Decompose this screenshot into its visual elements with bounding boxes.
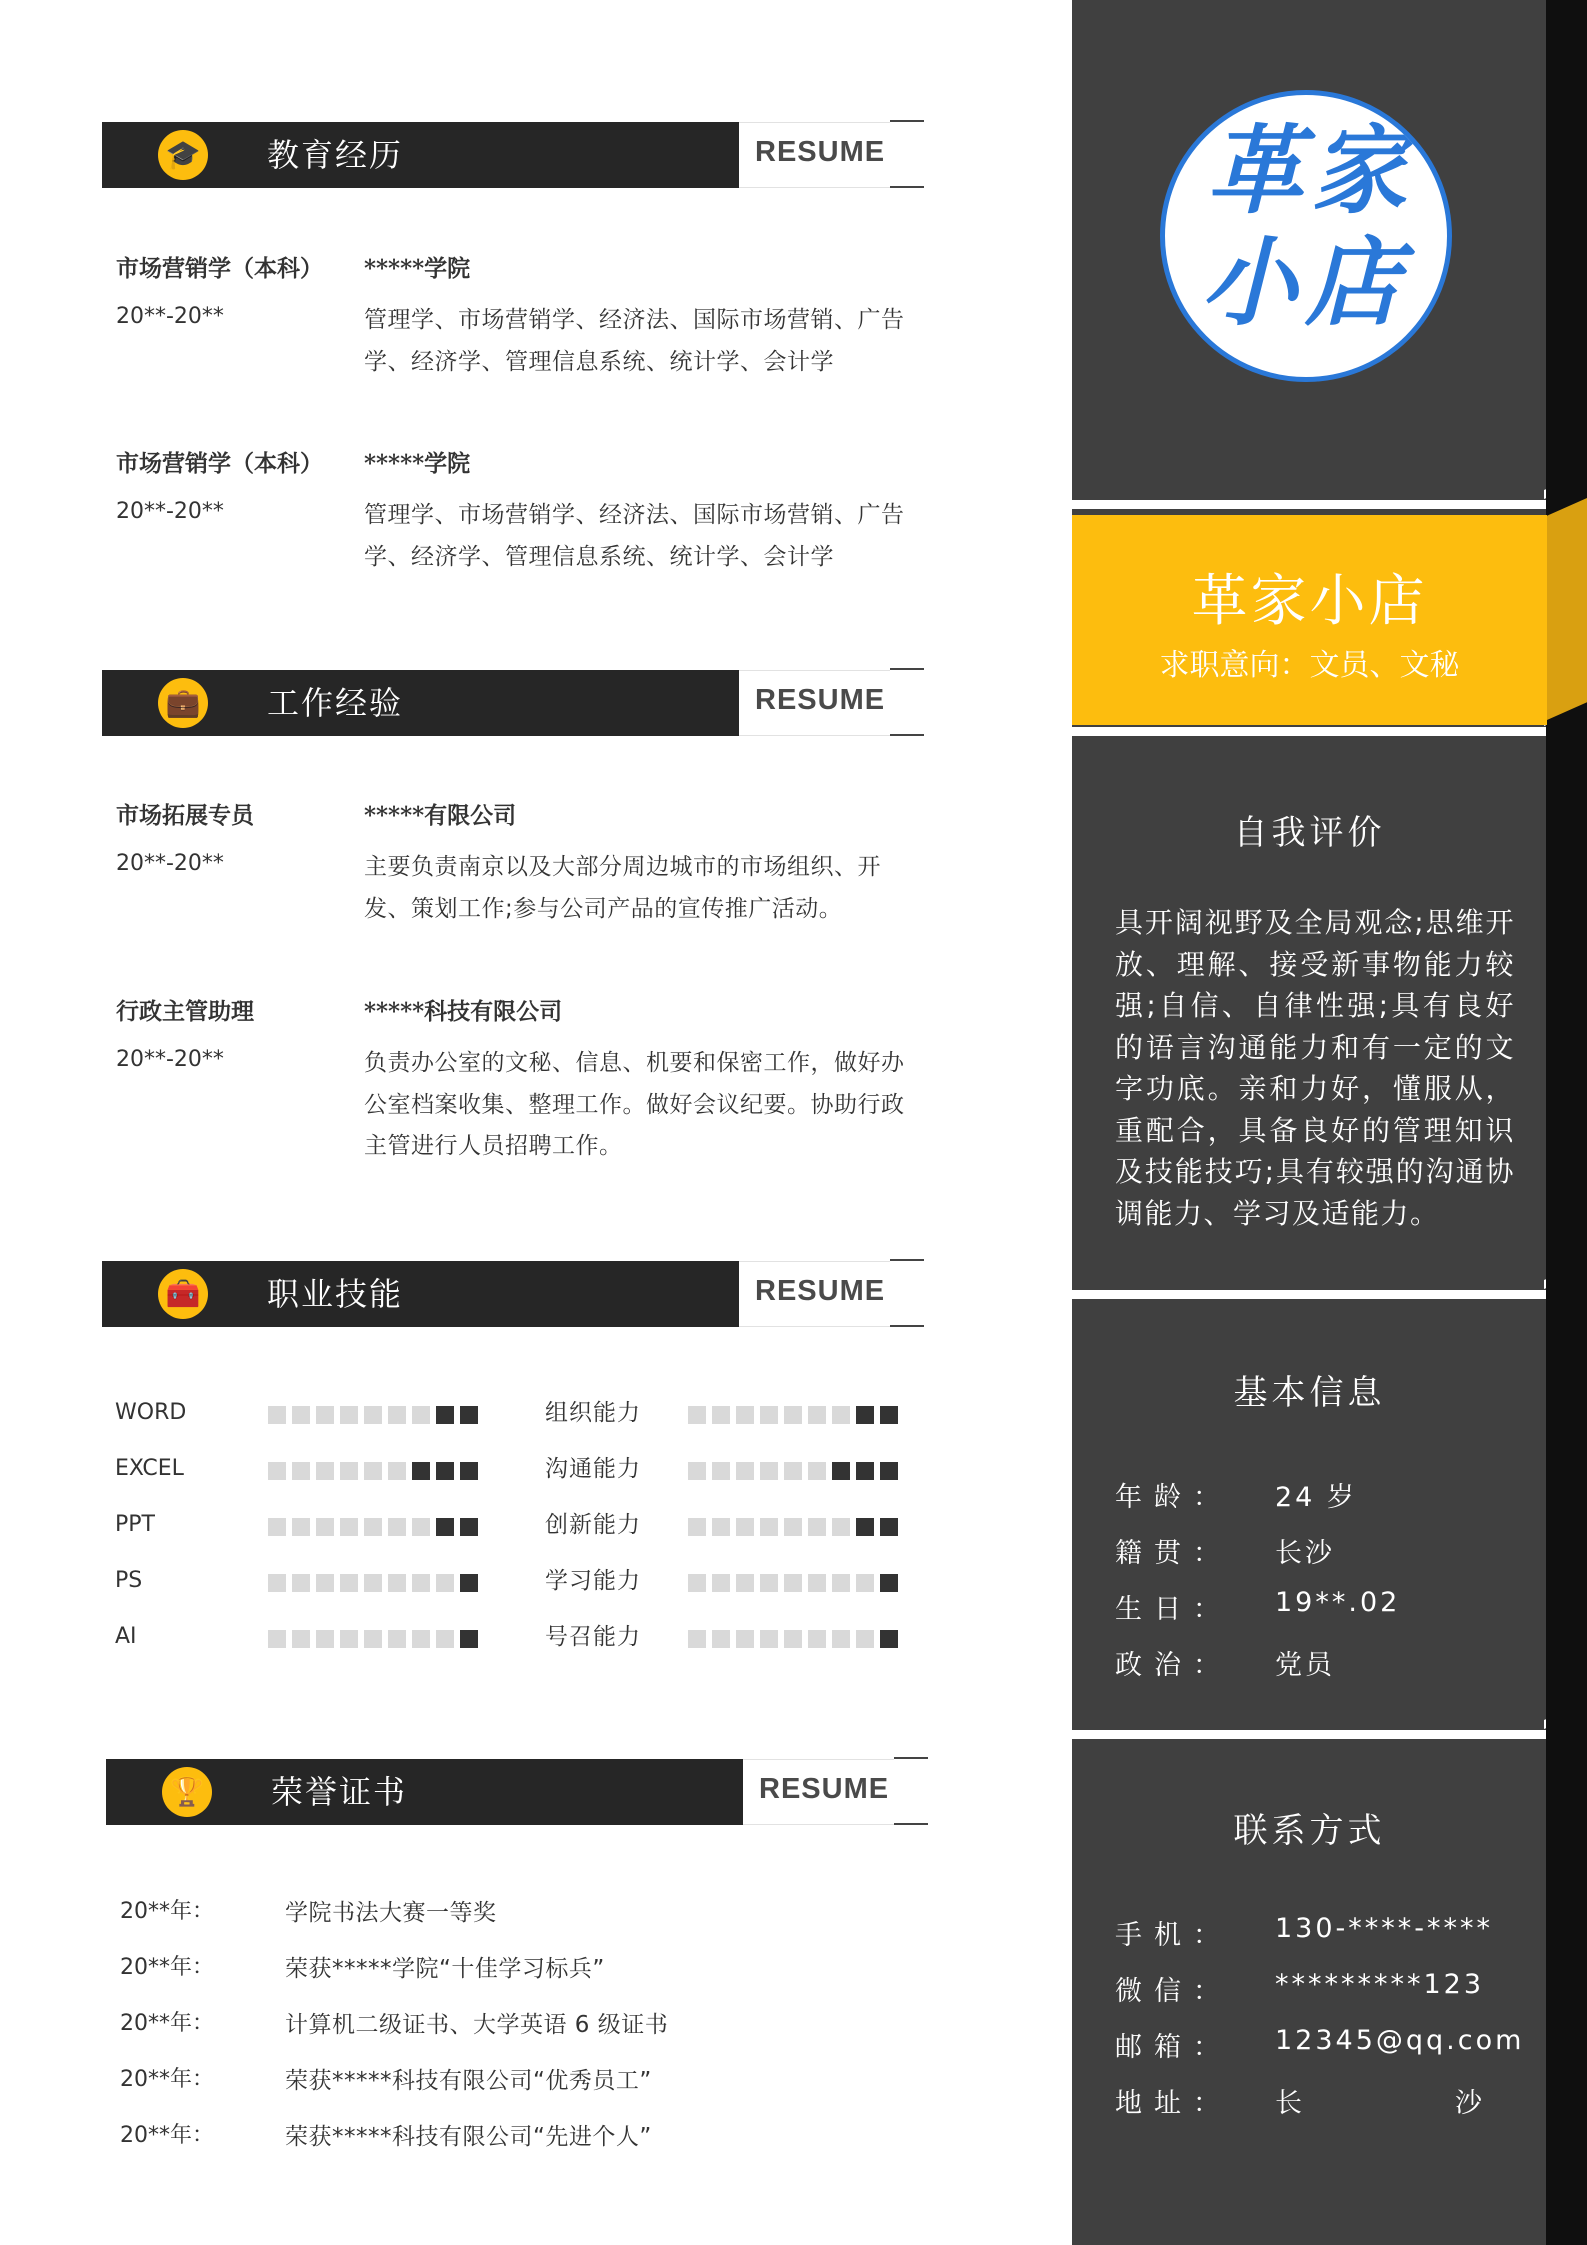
rating-block bbox=[808, 1574, 826, 1592]
resume-tag: RESUME bbox=[759, 1773, 890, 1805]
skill-row bbox=[115, 1509, 515, 1541]
info-value: 24 岁 bbox=[1275, 1482, 1357, 1513]
contact-key: 地址： bbox=[1115, 2088, 1232, 2119]
profile-name: 革家小店 bbox=[1191, 569, 1428, 634]
info-key: 年龄： bbox=[1115, 1482, 1232, 1513]
rating-block bbox=[736, 1406, 754, 1424]
rating-block bbox=[688, 1406, 706, 1424]
rating-block bbox=[856, 1406, 874, 1424]
skill-name: PPT bbox=[115, 1512, 155, 1537]
name-banner-fold bbox=[1547, 498, 1587, 720]
rating-block bbox=[712, 1574, 730, 1592]
header-rule bbox=[890, 668, 924, 670]
sidebar-edge bbox=[1546, 0, 1587, 2245]
honor-text: 计算机二级证书、大学英语 6 级证书 bbox=[285, 2012, 669, 2038]
rating-block bbox=[784, 1406, 802, 1424]
rating-block bbox=[736, 1630, 754, 1648]
resume-tag: RESUME bbox=[755, 684, 886, 716]
skill-name: 沟通能力 bbox=[545, 1456, 641, 1482]
contact-title: 联系方式 bbox=[1233, 1811, 1386, 1851]
skill-name: WORD bbox=[115, 1400, 187, 1425]
rating-block bbox=[808, 1518, 826, 1536]
rating-block bbox=[340, 1518, 358, 1536]
rating-block bbox=[412, 1518, 430, 1536]
rating-block bbox=[412, 1406, 430, 1424]
briefcase-icon: 💼 bbox=[158, 678, 208, 728]
logo-line1: 革家 bbox=[1207, 114, 1415, 227]
rating-block bbox=[784, 1462, 802, 1480]
sidebar-divider bbox=[1072, 500, 1547, 509]
rating-block bbox=[268, 1574, 286, 1592]
rating-block bbox=[736, 1518, 754, 1536]
skill-row bbox=[115, 1397, 515, 1429]
rating-block bbox=[760, 1630, 778, 1648]
skill-name: 组织能力 bbox=[545, 1400, 641, 1426]
section-title: 职业技能 bbox=[267, 1275, 404, 1313]
rating-block bbox=[292, 1630, 310, 1648]
rating-block bbox=[364, 1574, 382, 1592]
contact-value: 长 沙 bbox=[1275, 2088, 1485, 2119]
rating-block bbox=[880, 1518, 898, 1536]
sidebar-divider bbox=[1072, 1730, 1547, 1739]
rating-block bbox=[388, 1574, 406, 1592]
skill-rating bbox=[688, 1630, 904, 1648]
info-value: 长沙 bbox=[1275, 1538, 1335, 1569]
honors-header bbox=[106, 1759, 926, 1825]
rating-block bbox=[856, 1518, 874, 1536]
skill-rating bbox=[688, 1574, 904, 1592]
rating-block bbox=[712, 1630, 730, 1648]
self-eval-text: 具开阔视野及全局观念;思维开放、理解、接受新事物能力较强;自信、自律性强;具有良好的语言沟通能力和有一定的文字功底。亲和力好，懂服从，重配合，具备良好的管理知识及技能技巧;具有较强的沟通协调能力、学习及适能力。 bbox=[1115, 906, 1515, 1230]
basic-info-title: 基本信息 bbox=[1233, 1373, 1386, 1413]
skill-row bbox=[545, 1565, 945, 1597]
section-title: 荣誉证书 bbox=[271, 1773, 408, 1811]
skill-name: 学习能力 bbox=[545, 1568, 641, 1594]
info-key: 政治： bbox=[1115, 1650, 1232, 1681]
header-rule bbox=[890, 120, 924, 122]
honor-year: 20**年： bbox=[120, 1899, 214, 1924]
header-rule bbox=[894, 1757, 928, 1759]
rating-block bbox=[316, 1630, 334, 1648]
info-key: 生日： bbox=[1115, 1594, 1232, 1625]
rating-block bbox=[856, 1630, 874, 1648]
honor-year: 20**年： bbox=[120, 2123, 214, 2148]
rating-block bbox=[388, 1518, 406, 1536]
header-rule bbox=[890, 186, 924, 188]
school: *****学院 bbox=[364, 255, 471, 282]
date-range: 20**-20** bbox=[116, 304, 224, 329]
skill-rating bbox=[688, 1518, 904, 1536]
rating-block bbox=[880, 1462, 898, 1480]
rating-block bbox=[364, 1630, 382, 1648]
rating-block bbox=[436, 1630, 454, 1648]
contact-value: 12345@qq.com bbox=[1275, 2025, 1525, 2056]
contact-key: 手机： bbox=[1115, 1920, 1232, 1951]
education-header bbox=[102, 122, 922, 188]
rating-block bbox=[460, 1518, 478, 1536]
rating-block bbox=[436, 1574, 454, 1592]
trophy-icon: 🏆 bbox=[162, 1767, 212, 1817]
resume-tag: RESUME bbox=[755, 136, 886, 168]
contact-key: 邮箱： bbox=[1115, 2032, 1232, 2063]
rating-block bbox=[340, 1462, 358, 1480]
rating-block bbox=[340, 1630, 358, 1648]
skill-rating bbox=[688, 1462, 904, 1480]
rating-block bbox=[388, 1462, 406, 1480]
header-rule bbox=[894, 1823, 928, 1825]
rating-block bbox=[736, 1574, 754, 1592]
rating-block bbox=[268, 1462, 286, 1480]
rating-block bbox=[712, 1406, 730, 1424]
honor-year: 20**年： bbox=[120, 2067, 214, 2092]
skill-name: EXCEL bbox=[115, 1456, 184, 1481]
skill-rating bbox=[268, 1630, 484, 1648]
rating-block bbox=[880, 1574, 898, 1592]
skill-name: AI bbox=[115, 1624, 137, 1649]
rating-block bbox=[268, 1406, 286, 1424]
work-header bbox=[102, 670, 922, 736]
rating-block bbox=[412, 1630, 430, 1648]
rating-block bbox=[760, 1406, 778, 1424]
rating-block bbox=[832, 1462, 850, 1480]
rating-block bbox=[784, 1518, 802, 1536]
skill-row bbox=[115, 1621, 515, 1653]
honor-text: 学院书法大赛一等奖 bbox=[285, 1900, 497, 1926]
rating-block bbox=[316, 1462, 334, 1480]
skills-header bbox=[102, 1261, 922, 1327]
rating-block bbox=[460, 1462, 478, 1480]
rating-block bbox=[388, 1406, 406, 1424]
skill-rating bbox=[268, 1462, 484, 1480]
rating-block bbox=[412, 1574, 430, 1592]
rating-block bbox=[688, 1630, 706, 1648]
rating-block bbox=[880, 1406, 898, 1424]
section-title: 教育经历 bbox=[267, 136, 404, 174]
rating-block bbox=[784, 1630, 802, 1648]
rating-block bbox=[784, 1574, 802, 1592]
rating-block bbox=[760, 1462, 778, 1480]
rating-block bbox=[856, 1462, 874, 1480]
rating-block bbox=[388, 1630, 406, 1648]
section-title: 工作经验 bbox=[267, 684, 404, 722]
graduation-cap-icon: 🎓 bbox=[158, 130, 208, 180]
rating-block bbox=[364, 1462, 382, 1480]
resume-tag: RESUME bbox=[755, 1275, 886, 1307]
job-role: 市场拓展专员 bbox=[116, 802, 254, 829]
info-key: 籍贯： bbox=[1115, 1538, 1232, 1569]
skill-name: 号召能力 bbox=[545, 1624, 641, 1650]
honor-text: 荣获*****科技有限公司“优秀员工” bbox=[285, 2068, 652, 2094]
rating-block bbox=[292, 1406, 310, 1424]
contact-value: 130-****-**** bbox=[1275, 1913, 1494, 1944]
toolbox-icon: 🧰 bbox=[158, 1269, 208, 1319]
job-description: 负责办公室的文秘、信息、机要和保密工作，做好办公室档案收集、整理工作。做好会议纪要。协助行政主管进行人员招聘工作。 bbox=[364, 1050, 905, 1159]
company: *****有限公司 bbox=[364, 802, 517, 829]
date-range: 20**-20** bbox=[116, 1047, 224, 1072]
company: *****科技有限公司 bbox=[364, 998, 563, 1025]
skill-row bbox=[115, 1453, 515, 1485]
rating-block bbox=[460, 1574, 478, 1592]
rating-block bbox=[340, 1406, 358, 1424]
date-range: 20**-20** bbox=[116, 851, 224, 876]
rating-block bbox=[316, 1574, 334, 1592]
rating-block bbox=[760, 1574, 778, 1592]
rating-block bbox=[436, 1462, 454, 1480]
courses: 管理学、市场营销学、经济法、国际市场营销、广告学、经济学、管理信息系统、统计学、会计学 bbox=[364, 307, 905, 375]
skill-row bbox=[545, 1397, 945, 1429]
shop-logo bbox=[1160, 90, 1452, 382]
rating-block bbox=[268, 1518, 286, 1536]
major: 市场营销学（本科） bbox=[116, 255, 323, 282]
rating-block bbox=[736, 1462, 754, 1480]
skill-row bbox=[115, 1565, 515, 1597]
rating-block bbox=[880, 1630, 898, 1648]
honor-text: 荣获*****学院“十佳学习标兵” bbox=[285, 1956, 605, 1982]
rating-block bbox=[832, 1518, 850, 1536]
date-range: 20**-20** bbox=[116, 499, 224, 524]
rating-block bbox=[316, 1518, 334, 1536]
header-rule bbox=[890, 1259, 924, 1261]
rating-block bbox=[268, 1630, 286, 1648]
courses: 管理学、市场营销学、经济法、国际市场营销、广告学、经济学、管理信息系统、统计学、会计学 bbox=[364, 502, 905, 570]
info-value: 党员 bbox=[1275, 1650, 1335, 1681]
school: *****学院 bbox=[364, 450, 471, 477]
rating-block bbox=[832, 1574, 850, 1592]
rating-block bbox=[364, 1406, 382, 1424]
rating-block bbox=[712, 1462, 730, 1480]
rating-block bbox=[688, 1462, 706, 1480]
honor-year: 20**年： bbox=[120, 1955, 214, 1980]
logo-line2: 小店 bbox=[1201, 226, 1409, 339]
rating-block bbox=[412, 1462, 430, 1480]
rating-block bbox=[460, 1406, 478, 1424]
rating-block bbox=[364, 1518, 382, 1536]
rating-block bbox=[292, 1462, 310, 1480]
contact-key: 微信： bbox=[1115, 1976, 1232, 2007]
rating-block bbox=[316, 1406, 334, 1424]
skill-name: PS bbox=[115, 1568, 143, 1593]
job-role: 行政主管助理 bbox=[116, 998, 254, 1025]
header-rule bbox=[890, 1325, 924, 1327]
rating-block bbox=[460, 1630, 478, 1648]
self-eval-title: 自我评价 bbox=[1233, 813, 1386, 853]
rating-block bbox=[856, 1574, 874, 1592]
skill-row bbox=[545, 1621, 945, 1653]
rating-block bbox=[808, 1630, 826, 1648]
rating-block bbox=[436, 1518, 454, 1536]
skill-rating bbox=[268, 1574, 484, 1592]
header-rule bbox=[890, 734, 924, 736]
rating-block bbox=[688, 1518, 706, 1536]
rating-block bbox=[292, 1518, 310, 1536]
sidebar-divider bbox=[1072, 727, 1547, 736]
rating-block bbox=[832, 1406, 850, 1424]
rating-block bbox=[292, 1574, 310, 1592]
rating-block bbox=[340, 1574, 358, 1592]
skill-row bbox=[545, 1453, 945, 1485]
honor-year: 20**年： bbox=[120, 2011, 214, 2036]
rating-block bbox=[436, 1406, 454, 1424]
contact-value: *********123 bbox=[1275, 1969, 1485, 2000]
skill-rating bbox=[268, 1406, 484, 1424]
sidebar-divider bbox=[1072, 1290, 1547, 1299]
rating-block bbox=[808, 1462, 826, 1480]
rating-block bbox=[832, 1630, 850, 1648]
job-description: 主要负责南京以及大部分周边城市的市场组织、开发、策划工作;参与公司产品的宣传推广活动。 bbox=[364, 854, 881, 922]
rating-block bbox=[712, 1518, 730, 1536]
skill-row bbox=[545, 1509, 945, 1541]
rating-block bbox=[808, 1406, 826, 1424]
info-value: 19**.02 bbox=[1275, 1587, 1401, 1618]
major: 市场营销学（本科） bbox=[116, 450, 323, 477]
skill-name: 创新能力 bbox=[545, 1512, 641, 1538]
skill-rating bbox=[688, 1406, 904, 1424]
rating-block bbox=[688, 1574, 706, 1592]
skill-rating bbox=[268, 1518, 484, 1536]
honor-text: 荣获*****科技有限公司“先进个人” bbox=[285, 2124, 652, 2150]
rating-block bbox=[760, 1518, 778, 1536]
job-intent: 求职意向：文员、文秘 bbox=[1159, 648, 1460, 683]
